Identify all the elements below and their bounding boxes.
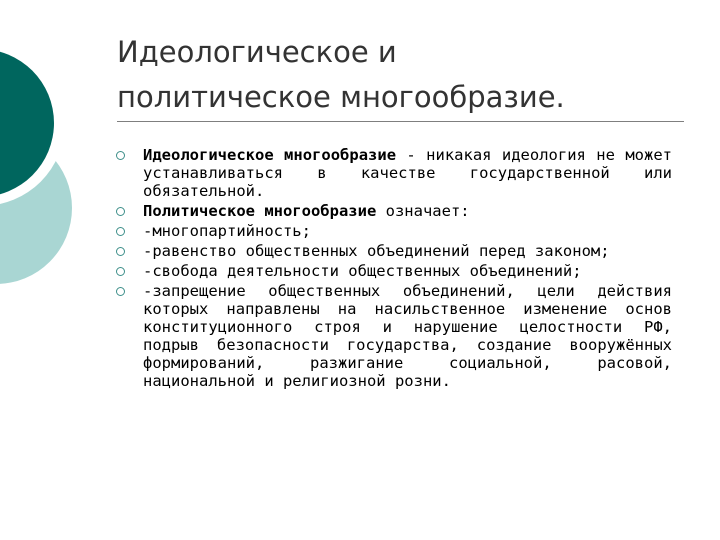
bullet-text: -многопартийность; [143,222,311,240]
bullet-text: - никакая идеология не может устанавливаться в качестве государственной или обязательной. [143,146,672,200]
circle-bullet-icon [116,247,125,256]
bullet-item-multiparty [116,222,672,240]
bullet-text: -равенство общественных объединений перед законом; [143,242,610,260]
circle-bullet-icon [116,267,125,276]
bullet-item-prohibition [116,282,672,390]
circle-bullet-icon [116,207,125,216]
decorative-circles [0,0,110,540]
circle-bullet-icon [116,227,125,236]
bullet-item-ideological [116,146,672,200]
bullet-list [116,146,672,392]
bullet-text: -запрещение общественных объединений, цели действия которых направлены на насильственное изменение основ конституционного строя и нарушение целостности РФ, подрыв безопасности государства, создание вооружённых формирований, разжигание социальной, расовой, национальной и религиозной розни. [143,282,672,390]
circle-bullet-icon [116,151,125,160]
bullet-bold-term: Политическое многообразие [143,202,377,220]
title-line-1: Идеологическое и [117,35,397,69]
bullet-text: означает: [376,202,470,220]
bullet-item-freedom [116,262,672,280]
title-line-2: политическое многообразие. [117,80,565,114]
bullet-text: -свобода деятельности общественных объединений; [143,262,582,280]
bullet-item-equality [116,242,672,260]
bullet-item-political [116,202,672,220]
title-divider [117,121,684,122]
bullet-bold-term: Идеологическое многообразие [143,146,397,164]
circle-bullet-icon [116,287,125,296]
slide-title [117,30,697,120]
